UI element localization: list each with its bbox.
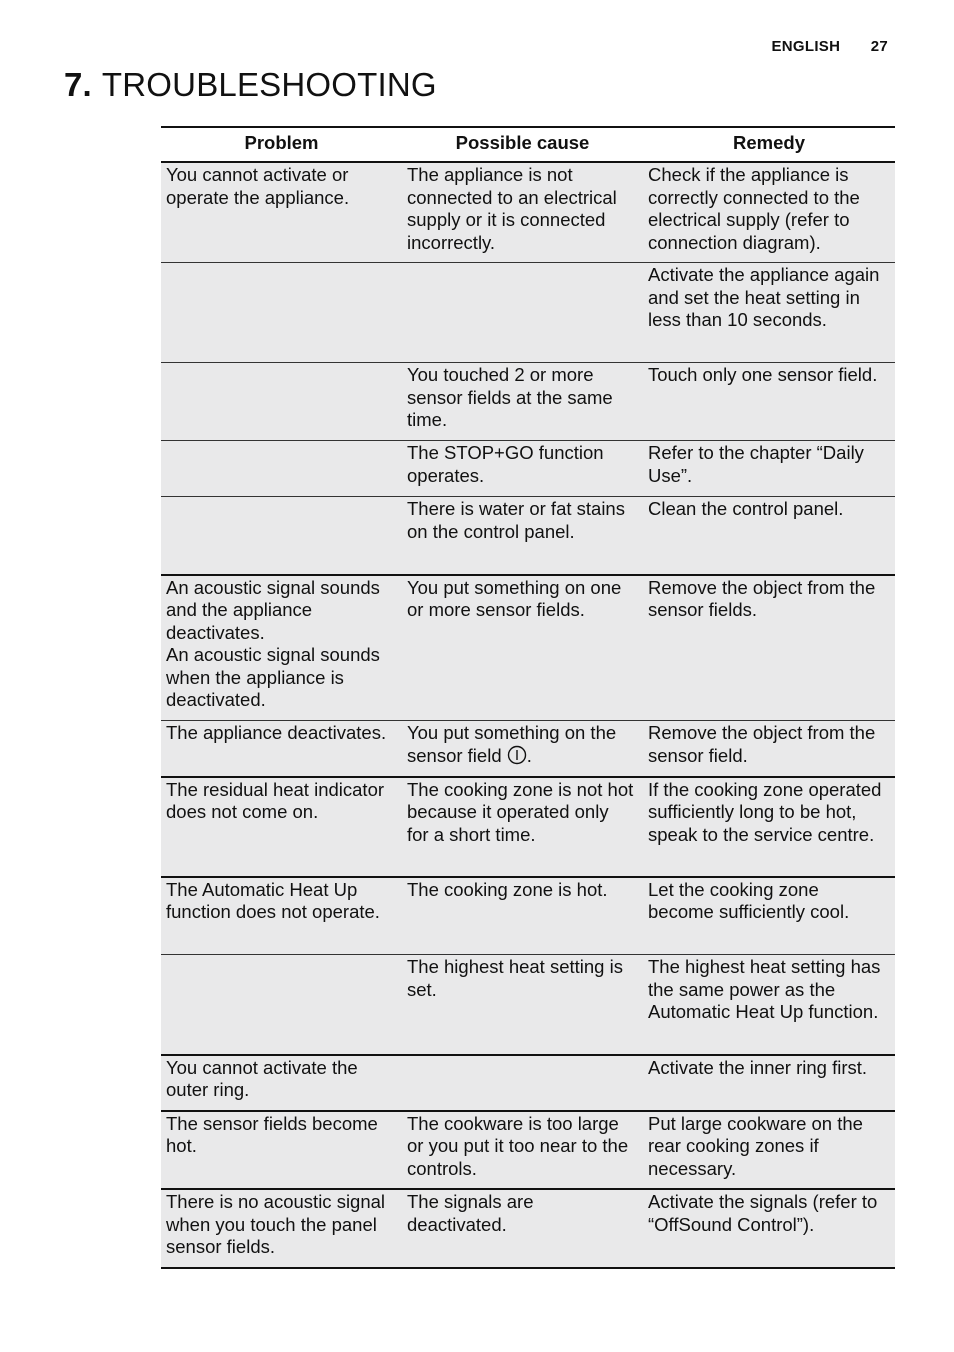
table-row xyxy=(161,263,895,363)
problem-cell: You cannot activate the outer ring. xyxy=(166,1056,358,1100)
remedy-cell: Put large cookware on the rear cooking zones if necessary. xyxy=(648,1112,863,1179)
table-row xyxy=(161,777,895,877)
cause-cell: You touched 2 or more sensor fields at the same time. xyxy=(407,364,613,430)
table-row xyxy=(161,955,895,1055)
problem-cell: The Automatic Heat Up function does not operate. xyxy=(166,878,380,922)
problem-cell: The appliance deactivates. xyxy=(166,722,387,743)
cause-text-end: . xyxy=(526,744,532,766)
problem-cell xyxy=(161,441,402,497)
problem-cell: The residual heat indicator does not come on. xyxy=(166,778,385,822)
table-row xyxy=(161,1055,895,1111)
table-row xyxy=(161,441,895,497)
remedy-cell: Let the cooking zone become sufficiently cool. xyxy=(648,878,850,922)
cause-cell: The signals are deactivated. xyxy=(407,1191,534,1235)
table-row xyxy=(161,162,895,263)
problem-cell: There is no acoustic signal when you touch the panel sensor fields. xyxy=(166,1191,386,1257)
header-cause: Possible cause xyxy=(402,127,643,162)
page-number: 27 xyxy=(870,38,888,55)
header-remedy: Remedy xyxy=(643,127,895,162)
cause-cell: The appliance is not connected to an electrical supply or it is connected incorrectly. xyxy=(407,164,617,253)
problem-cell xyxy=(161,955,402,1055)
troubleshooting-table xyxy=(161,126,895,1269)
section-title: TROUBLESHOOTING xyxy=(101,66,437,103)
table-header-row xyxy=(161,127,895,162)
problem-cell: You cannot activate or operate the appliance. xyxy=(166,164,350,208)
cause-cell: There is water or fat stains on the control panel. xyxy=(407,498,625,542)
table-row xyxy=(161,1111,895,1190)
problem-cell xyxy=(161,263,402,363)
remedy-cell: Touch only one sensor field. xyxy=(648,364,878,385)
remedy-cell: If the cooking zone operated sufficiently long to be hot, speak to the service centre. xyxy=(648,778,882,845)
problem-cell xyxy=(161,497,402,575)
problem-cell: The sensor fields become hot. xyxy=(166,1112,378,1156)
problem-cell xyxy=(161,363,402,441)
table-row xyxy=(161,363,895,441)
table-row xyxy=(161,877,895,955)
section-number: 7. xyxy=(64,66,92,103)
table-row xyxy=(161,575,895,721)
remedy-cell: Remove the object from the sensor field. xyxy=(648,722,876,766)
remedy-cell: Remove the object from the sensor fields. xyxy=(648,576,876,620)
remedy-cell: Refer to the chapter “Daily Use”. xyxy=(648,442,864,486)
page-header xyxy=(771,38,888,55)
cause-cell: The cooking zone is not hot because it operated only for a short time. xyxy=(407,778,634,845)
remedy-cell: Clean the control panel. xyxy=(648,498,844,519)
cause-cell xyxy=(402,721,643,777)
table-row xyxy=(161,721,895,777)
cause-cell xyxy=(402,1055,643,1111)
problem-cell: An acoustic signal sounds and the appliance deactivates. An acoustic signal sounds when the appliance is deactivated. xyxy=(166,576,380,710)
remedy-cell: Activate the inner ring first. xyxy=(648,1056,868,1078)
remedy-cell: Activate the appliance again and set the heat setting in less than 10 seconds. xyxy=(648,264,880,330)
remedy-cell: The highest heat setting has the same power as the Automatic Heat Up function. xyxy=(648,956,881,1022)
cause-cell: The STOP+GO function operates. xyxy=(407,442,604,486)
header-problem: Problem xyxy=(161,127,402,162)
remedy-cell: Check if the appliance is correctly connected to the electrical supply (refer to connection diagram). xyxy=(648,164,860,253)
cause-cell: The cookware is too large or you put it too near to the controls. xyxy=(407,1112,629,1179)
power-icon xyxy=(507,745,527,765)
cause-cell: You put something on one or more sensor fields. xyxy=(407,576,622,620)
cause-cell: The highest heat setting is set. xyxy=(407,956,623,1000)
table-row xyxy=(161,497,895,575)
cause-text: You put something on the sensor field xyxy=(407,722,617,766)
table-row xyxy=(161,1189,895,1268)
remedy-cell: Activate the signals (refer to “OffSound Control”). xyxy=(648,1191,878,1235)
cause-cell xyxy=(402,263,643,363)
cause-cell: The cooking zone is hot. xyxy=(407,878,608,900)
page-title xyxy=(64,66,437,104)
language-label: ENGLISH xyxy=(771,38,841,55)
